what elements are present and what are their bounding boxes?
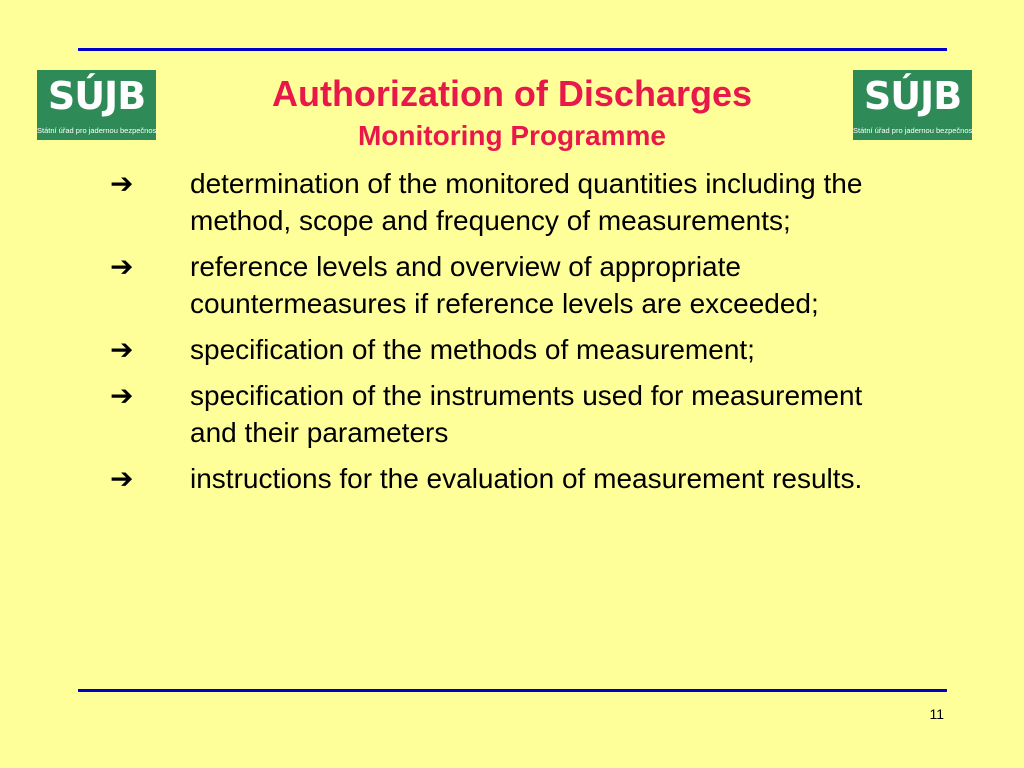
top-divider (78, 48, 947, 51)
right-arrow-icon: ➔ (110, 462, 134, 495)
right-arrow-icon: ➔ (110, 167, 134, 200)
bullet-item (0, 248, 1024, 322)
bullet-list (0, 165, 1024, 506)
slide-title: Authorization of Discharges (271, 73, 753, 114)
logo-mark: SÚJB (47, 74, 146, 118)
bullet-text: determination of the monitored quantities including the method, scope and frequency of measurements; (190, 168, 863, 236)
bullet-item (0, 377, 1024, 451)
page-number: 11 (929, 706, 944, 722)
right-arrow-icon: ➔ (110, 250, 134, 283)
right-arrow-icon: ➔ (110, 333, 134, 366)
logo-caption: Státní úřad pro jadernou bezpečnost (853, 126, 975, 135)
logo-caption: Státní úřad pro jadernou bezpečnost (37, 126, 159, 135)
bullet-item (0, 331, 1024, 368)
bullet-item (0, 460, 1024, 497)
slide-subtitle: Monitoring Programme (357, 120, 666, 151)
bullet-text: instructions for the evaluation of measurement results. (190, 463, 863, 494)
logo-mark: SÚJB (863, 74, 962, 118)
bullet-text: reference levels and overview of appropriate countermeasures if reference levels are exceeded; (190, 251, 819, 319)
right-arrow-icon: ➔ (110, 379, 134, 412)
bullet-text: specification of the instruments used for measurement and their parameters (190, 380, 863, 448)
bottom-divider (78, 689, 947, 692)
bullet-text: specification of the methods of measurement; (190, 334, 755, 365)
bullet-item (0, 165, 1024, 239)
